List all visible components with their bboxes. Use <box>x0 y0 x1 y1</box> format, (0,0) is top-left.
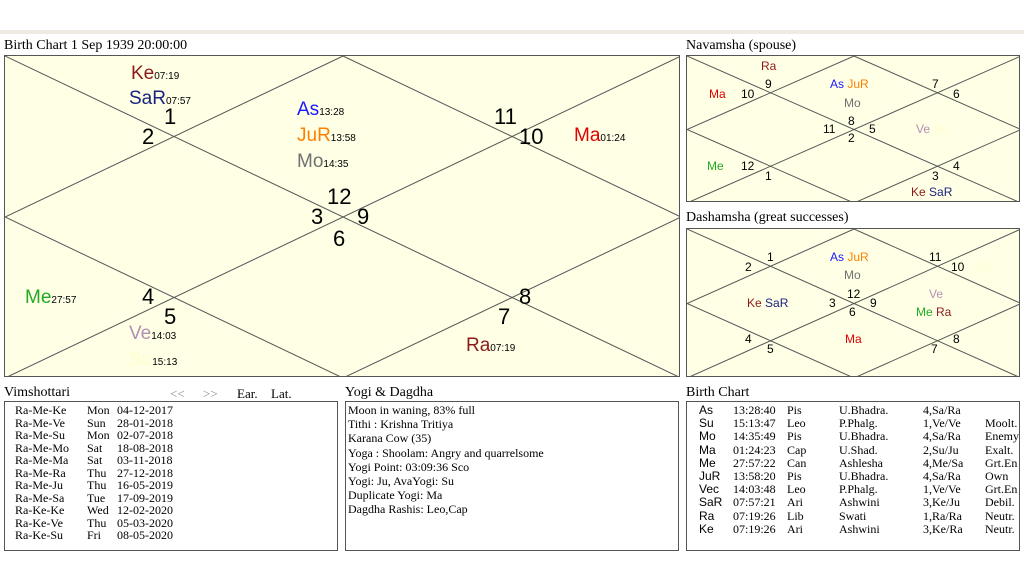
dasha-date: 17-09-2019 <box>117 490 173 505</box>
dasha-day: Wed <box>87 503 109 517</box>
planet-status: Debil. <box>985 495 1015 510</box>
dasha-period: Ra-Me-Ra <box>15 465 66 480</box>
dasha-day: Mon <box>87 403 110 417</box>
dasha-day: Sat <box>87 440 103 455</box>
planet-row <box>687 483 1020 495</box>
house-number: 2 <box>745 260 752 274</box>
planet-mo[interactable]: Mo14:35 <box>297 151 349 172</box>
planet-nakshatra: Ashwini <box>839 495 880 510</box>
house-number: 1 <box>767 250 774 264</box>
planet-degree: 13:58:20 <box>733 469 776 483</box>
planet-pada: 4,Sa/Ra <box>923 403 961 417</box>
planet-pada: 3,Ke/Ra <box>923 521 963 536</box>
planet-status: Grt.En <box>985 455 1018 470</box>
yogi-title: Yogi & Dagdha <box>345 385 434 400</box>
planet-nakshatra: Ashwini <box>839 521 880 536</box>
house-number: 6 <box>849 305 856 319</box>
dasha-row[interactable] <box>5 517 335 529</box>
planet-nakshatra: Swati <box>839 508 867 523</box>
dasha-day: Thu <box>87 478 107 492</box>
planet-ve[interactable]: Ve <box>929 287 944 301</box>
house-number: 3 <box>932 169 939 183</box>
planet-degree: 15:13:47 <box>733 416 776 431</box>
house-number: 3 <box>311 204 324 229</box>
planet-row <box>687 510 1020 522</box>
dasha-day: Tue <box>87 490 106 505</box>
planet-status: Neutr. <box>985 521 1015 536</box>
planet-degree: 13:28:40 <box>733 403 776 417</box>
planet-degree: 07:19:26 <box>733 521 776 536</box>
house-number: 3 <box>829 296 836 310</box>
planet-jur[interactable]: JuR13:58 <box>297 125 356 146</box>
dasha-day: Sat <box>87 453 103 467</box>
dasha-day: Mon <box>87 428 110 442</box>
yogi-line: Karana Cow (35) <box>348 431 432 446</box>
planet-me[interactable]: Me <box>707 159 724 173</box>
planet-row <box>687 430 1020 442</box>
planet-abbrev: JuR <box>699 469 721 483</box>
planet-ke-sar[interactable]: Ke SaR <box>911 185 953 199</box>
planet-row <box>687 404 1020 416</box>
dasha-date: 12-02-2020 <box>117 503 173 517</box>
planet-nakshatra: P.Phalg. <box>839 482 878 497</box>
navamsha-title: Navamsha (spouse) <box>686 38 797 53</box>
planet-mo[interactable]: Mo <box>844 96 861 110</box>
yogi-line: Yoga : Shoolam: Angry and quarrelsome <box>348 445 544 460</box>
dasha-row[interactable] <box>5 479 335 491</box>
yogi-line: Dagdha Rashis: Leo,Cap <box>348 502 468 517</box>
planet-degree: 14:35:49 <box>733 429 776 444</box>
planet-abbrev: Ma <box>699 442 716 457</box>
planet-pada: 4,Me/Sa <box>923 455 964 470</box>
later-button[interactable]: Lat. <box>271 386 292 401</box>
dasha-period: Ra-Me-Mo <box>15 440 69 455</box>
dasha-date: 16-05-2019 <box>117 478 173 492</box>
birth-positions-table <box>686 401 1020 551</box>
planet-nakshatra: U.Bhadra. <box>839 403 889 417</box>
house-number: 11 <box>929 250 942 264</box>
planet-mo[interactable]: Mo <box>844 268 861 282</box>
planet-nakshatra: P.Phalg. <box>839 416 878 431</box>
planet-nakshatra: U.Shad. <box>839 442 878 457</box>
house-number: 7 <box>498 304 511 329</box>
planet-status: Neutr. <box>985 508 1015 523</box>
planet-sign: Cap <box>787 442 807 457</box>
planet-sign: Ari <box>787 495 803 510</box>
planet-ma[interactable]: Ma <box>709 87 726 101</box>
planet-sign: Lib <box>787 508 804 523</box>
house-number: 6 <box>333 226 346 251</box>
next-button[interactable]: >> <box>203 386 218 401</box>
dasha-row[interactable] <box>5 442 335 454</box>
house-number: 10 <box>951 260 965 274</box>
planet-su[interactable]: Su <box>977 260 992 274</box>
dasha-date: 27-12-2018 <box>117 465 173 480</box>
planet-status: Exalt. <box>985 442 1014 457</box>
planet-ma[interactable]: Ma <box>845 332 862 346</box>
house-number: 5 <box>767 342 774 356</box>
dasha-period: Ra-Me-Ma <box>15 453 69 467</box>
planet-row <box>687 444 1020 456</box>
dasha-date: 18-08-2018 <box>117 440 173 455</box>
dasha-row[interactable] <box>5 529 335 541</box>
house-number: 2 <box>848 131 855 145</box>
dasha-date: 05-03-2020 <box>117 515 173 530</box>
dasha-period: Ra-Ke-Ve <box>15 515 63 530</box>
planet-pada: 3,Ke/Ju <box>923 495 960 510</box>
planet-row <box>687 523 1020 535</box>
planet-ma[interactable]: Ma01:24 <box>574 125 626 146</box>
planet-ke-sar[interactable]: Ke SaR <box>747 296 789 310</box>
planet-abbrev: Su <box>699 416 714 431</box>
house-number: 10 <box>519 124 544 149</box>
planet-sign: Leo <box>787 416 806 431</box>
dashamsha-chart[interactable] <box>686 228 1020 377</box>
dasha-period: Ra-Me-Ke <box>15 403 67 417</box>
house-number: 2 <box>142 124 155 149</box>
dasha-row[interactable] <box>5 504 335 516</box>
planet-pada: 2,Su/Ju <box>923 442 959 457</box>
house-number: 8 <box>848 114 855 128</box>
planet-pada: 4,Sa/Ra <box>923 469 961 483</box>
house-number: 12 <box>327 184 352 209</box>
dasha-row[interactable] <box>5 404 335 416</box>
house-number: 1 <box>164 104 177 129</box>
navamsha-chart[interactable] <box>686 55 1020 202</box>
dasha-row[interactable] <box>5 429 335 441</box>
house-number: 11 <box>494 104 517 129</box>
dasha-date: 04-12-2017 <box>117 403 173 417</box>
planet-pada: 1,Ve/Ve <box>923 482 961 497</box>
planet-abbrev: Ke <box>699 521 714 536</box>
house-number: 7 <box>931 342 938 356</box>
yogi-line: Moon in waning, 83% full <box>348 403 475 417</box>
planet-me-ra[interactable]: Me Ra <box>916 305 952 319</box>
birth-chart-diagram[interactable] <box>4 55 680 377</box>
dasha-day: Sun <box>87 415 106 430</box>
earlier-button[interactable]: Ear. <box>237 386 258 401</box>
vimshottari-title: Vimshottari <box>4 385 71 400</box>
planet-as[interactable]: As13:28 <box>297 99 345 120</box>
dasha-row[interactable] <box>5 467 335 479</box>
window-top-border <box>0 30 1024 34</box>
dasha-period: Ra-Me-Ju <box>15 478 63 492</box>
planet-as-jur[interactable]: As JuR <box>830 250 869 264</box>
planet-sign: Leo <box>787 482 806 497</box>
prev-button[interactable]: << <box>170 386 185 401</box>
house-number: 4 <box>953 159 960 173</box>
planet-abbrev: Mo <box>699 429 716 444</box>
yogi-line: Yogi: Ju, AvaYogi: Su <box>348 474 455 488</box>
planet-ve-su[interactable]: Ve Su <box>916 122 949 136</box>
vimshottari-list[interactable] <box>4 401 338 551</box>
dasha-day: Fri <box>87 528 102 542</box>
house-number: 9 <box>870 296 877 310</box>
house-number: 4 <box>745 332 752 346</box>
planet-status: Moolt. <box>985 416 1018 431</box>
house-number: 5 <box>164 304 177 329</box>
dasha-row[interactable] <box>5 417 335 429</box>
planet-degree: 27:57:22 <box>733 455 776 470</box>
house-number: 12 <box>741 159 755 173</box>
planet-status: Own <box>985 469 1009 483</box>
planet-sign: Pis <box>787 469 802 483</box>
birth-chart-title: Birth Chart 1 Sep 1939 20:00:00 <box>4 38 188 53</box>
planet-pada: 1,Ve/Ve <box>923 416 961 431</box>
planet-ve[interactable]: Ve14:03 <box>129 323 177 344</box>
planet-pada: 4,Sa/Ra <box>923 429 961 444</box>
dasha-row[interactable] <box>5 454 335 466</box>
planet-nakshatra: Ashlesha <box>839 455 883 470</box>
house-number: 1 <box>765 169 772 183</box>
planet-abbrev: As <box>699 403 714 417</box>
planet-status: Grt.En <box>985 482 1018 497</box>
yogi-info-panel <box>345 401 679 551</box>
planet-row <box>687 470 1020 482</box>
dasha-period: Ra-Me-Sa <box>15 490 65 505</box>
house-number: 9 <box>765 77 772 91</box>
house-number: 5 <box>869 122 876 136</box>
planet-row <box>687 496 1020 508</box>
planet-degree: 07:19:26 <box>733 508 776 523</box>
dasha-period: Ra-Me-Su <box>15 428 65 442</box>
house-number: 10 <box>741 87 755 101</box>
planet-degree: 01:24:23 <box>733 442 776 457</box>
yogi-line: Tithi : Krishna Tritiya <box>348 417 454 432</box>
dasha-date: 03-11-2018 <box>117 453 173 467</box>
planet-pada: 1,Ra/Ra <box>923 508 962 523</box>
dasha-date: 28-01-2018 <box>117 415 173 430</box>
house-number: 12 <box>847 287 861 301</box>
planet-me[interactable]: Me27:57 <box>25 287 77 308</box>
planet-degree: 07:57:21 <box>733 495 776 510</box>
yogi-line: Duplicate Yogi: Ma <box>348 488 443 503</box>
planet-degree: 14:03:48 <box>733 482 776 497</box>
planet-abbrev: Ra <box>699 508 715 523</box>
yogi-line: Yogi Point: 03:09:36 Sco <box>348 459 470 474</box>
planet-sign: Pis <box>787 403 802 417</box>
dasha-row[interactable] <box>5 492 335 504</box>
house-number: 9 <box>357 204 370 229</box>
planet-abbrev: SaR <box>699 495 723 510</box>
planet-sign: Ari <box>787 521 803 536</box>
dashamsha-title: Dashamsha (great successes) <box>686 210 849 225</box>
dasha-day: Thu <box>87 465 107 480</box>
dasha-date: 08-05-2020 <box>117 528 173 542</box>
house-number: 7 <box>932 77 939 91</box>
planet-abbrev: Me <box>699 455 716 470</box>
house-number: 11 <box>823 122 836 136</box>
dasha-period: Ra-Ke-Ke <box>15 503 65 517</box>
planet-nakshatra: U.Bhadra. <box>839 469 889 483</box>
planet-ra[interactable]: Ra07:19 <box>466 335 516 356</box>
dasha-day: Thu <box>87 515 107 530</box>
planet-su[interactable]: Su15:13 <box>129 349 178 370</box>
dasha-period: Ra-Ke-Su <box>15 528 63 542</box>
house-number: 4 <box>142 284 155 309</box>
dasha-period: Ra-Me-Ve <box>15 415 65 430</box>
house-number: 8 <box>519 284 532 309</box>
house-number: 6 <box>953 87 960 101</box>
planet-sign: Pis <box>787 429 802 444</box>
planet-row <box>687 457 1020 469</box>
planet-abbrev: Vec <box>699 482 720 497</box>
planet-sar[interactable]: SaR07:57 <box>129 88 191 109</box>
planet-row <box>687 417 1020 429</box>
house-number: 8 <box>953 332 960 346</box>
planet-ke[interactable]: Ke07:19 <box>131 63 180 84</box>
planet-ra[interactable]: Ra <box>761 59 777 73</box>
planet-nakshatra: U.Bhadra. <box>839 429 889 444</box>
birth-table-title: Birth Chart <box>686 385 750 400</box>
planet-sign: Can <box>787 455 807 470</box>
dasha-date: 02-07-2018 <box>117 428 173 442</box>
planet-as-jur[interactable]: As JuR <box>830 77 869 91</box>
planet-status: Enemy <box>985 429 1019 444</box>
